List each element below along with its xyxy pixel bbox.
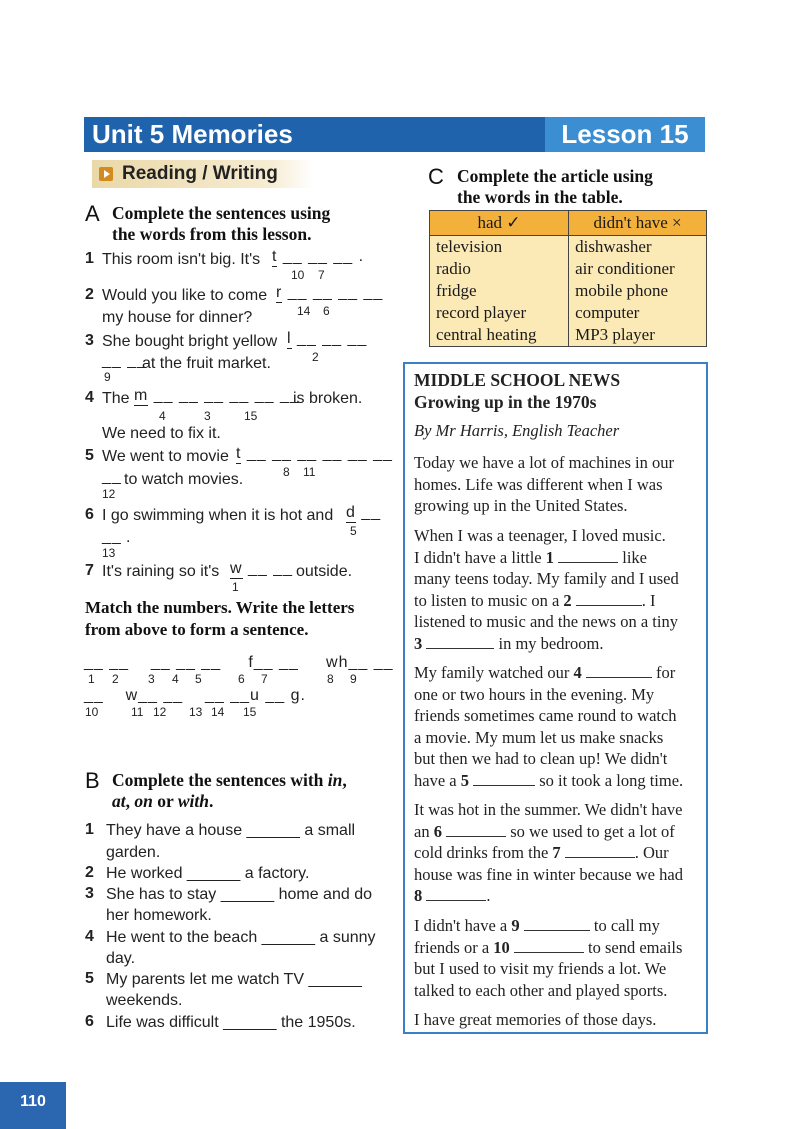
table-cell: television [430,236,569,259]
gap-blank [576,593,642,606]
a-item-text: It's raining so it's [102,563,220,580]
a-item-answer-blanks-cont: __ [102,528,122,545]
letter-number: 5 [350,524,357,538]
a-item-number: 7 [85,562,94,579]
article-line: homes. Life was different when I was [414,474,663,494]
article-text: . Our [634,843,669,862]
article-text: like [618,547,647,567]
puzzle-number: 10 [85,705,99,719]
table-cell: fridge [430,280,569,302]
puzzle-number: 8 [327,672,334,686]
b-item-text: He went to the beach ______ a sunny [106,929,376,946]
article-text: . [486,886,491,905]
gap-number: 10 [493,937,510,957]
section-a-title [112,203,330,245]
section-a-letter: A [85,201,100,226]
article-line: many teens today. My family and I used [414,569,679,588]
article-line [414,547,709,569]
given-letter: t [272,248,278,265]
gap-blank [426,888,486,901]
section-b-title: Complete the sentences with in, at, on or with. [112,770,347,811]
puzzle-number: 15 [243,705,257,719]
puzzle-number: 6 [238,672,245,686]
table-row [430,324,707,347]
section-c-title [457,166,653,208]
preposition: in [327,770,343,790]
puzzle-number: 3 [148,672,155,686]
col-didnt-have-header: didn't have × [569,211,707,236]
b-item-cont: her homework. [106,907,212,924]
a-item-text: This room isn't big. It's [102,251,261,268]
a-item-answer-blanks: t __ __ __ __ __ __ [236,445,393,462]
article-line: friends sometimes came round to watch [414,706,677,725]
article-line: growing up in the United States. [414,496,628,515]
a-item-answer-blanks-cont: __ [102,468,122,485]
match-instruction-line1: Match the numbers. Write the letters [85,598,355,617]
b-item-after: a small [304,822,356,839]
letter-number: 14 [297,304,311,318]
puzzle-number: 11 [131,705,144,719]
article-text: I didn't have a [414,916,512,935]
puzzle-letter: f [248,654,254,671]
a-item-text-cont: my house for dinner? [102,309,253,326]
a-item-answer-blanks: t __ __ __ . [272,248,365,265]
article-text: I didn't have a little [414,547,546,567]
article-paragraph-6: I have great memories of those days. [414,1010,657,1029]
a-item-number: 3 [85,332,94,349]
letter-number: 12 [102,487,116,501]
table-cell: air conditioner [569,258,707,280]
b-item-cont: weekends. [106,992,183,1009]
article-text: . I [641,590,656,610]
article-text: so we used to get a lot of [506,821,675,841]
letter-number: 2 [312,350,319,364]
article-heading [414,369,620,413]
gap-number: 7 [552,843,561,862]
article-headline: Growing up in the 1970s [414,392,597,412]
gap-number: 9 [511,916,520,935]
letter-number: 13 [102,546,116,560]
letter-number: 11 [303,465,316,479]
puzzle-blanks: __ __ __ __ __ f__ __ wh__ __ [84,654,394,671]
article-text: so it took a long time. [535,770,684,790]
b-item-text: He worked ______ a factory. [106,865,310,882]
a-item-number: 5 [85,447,94,464]
gap-blank [446,824,506,837]
gap-number: 3 [414,633,423,653]
article-line [414,590,709,612]
table-cell: computer [569,302,707,324]
gap-number: 5 [460,770,469,790]
gap-blank [565,845,635,858]
a-item-number: 4 [85,389,94,406]
article-line [414,770,709,792]
puzzle-number: 14 [211,705,225,719]
a-item-text: I go swimming when it is hot and [102,507,334,524]
match-instruction-line2: from above to form a sentence. [85,620,309,639]
article-line [414,821,709,843]
a-item-text: She bought bright yellow [102,333,278,350]
article-line [414,915,709,937]
puzzle-letter: wh [326,654,349,671]
skill-label [92,160,314,188]
word-table-header [430,211,707,236]
article-masthead: MIDDLE SCHOOL NEWS [414,370,621,390]
letter-number: 3 [204,409,211,423]
a-item-text: We went to movie [102,448,229,465]
article-text: for [651,663,676,682]
article-paragraph-4 [414,799,709,907]
puzzle-blanks: __ w__ __ __ __u __ g. [84,687,306,704]
article-line [414,662,709,684]
puzzle-letter: g. [290,687,306,704]
puzzle-number: 9 [350,672,357,686]
puzzle-number: 5 [195,672,202,686]
match-instruction [85,597,354,641]
section-b-title-or: or [152,791,178,811]
letter-number: 15 [244,409,258,423]
gap-blank [514,940,584,953]
puzzle-number: 13 [189,705,203,719]
table-cell: dishwasher [569,236,707,259]
article-line: Today we have a lot of machines in our [414,453,675,472]
table-row [430,258,707,280]
b-item-number: 6 [85,1013,94,1030]
letter-number: 10 [291,268,305,282]
letter-number: 6 [323,304,330,318]
a-item-number: 6 [85,506,94,523]
preposition: at [112,791,126,811]
article-text: have a [414,770,461,790]
article-line: one or two hours in the evening. My [414,684,655,704]
letter-number: 4 [159,409,166,423]
table-row [430,236,707,259]
lesson-title: Lesson 15 [545,117,705,152]
puzzle-letter: w [125,687,139,704]
gap-blank [524,918,590,931]
a-item-text-cont: We need to fix it. [102,425,221,442]
play-arrow-icon [99,167,113,181]
col-had-header: had ✓ [430,211,569,236]
article-line: but then we had to clean up! We didn't [414,749,668,768]
article-line: talked to each other and played sports. [414,980,668,1000]
article-text: to listen to music on a [414,590,564,610]
article-paragraph-3 [414,662,709,791]
a-item-text-b: is broken. [293,390,363,407]
b-item-text: They have a house ______ a small [106,822,356,839]
table-row [430,280,707,302]
article-text: My family watched our [414,663,574,682]
b-item-after: a sunny [319,929,376,946]
given-letter: d [346,504,356,521]
article-byline: By Mr Harris, English Teacher [414,421,620,440]
table-cell: central heating [430,324,569,347]
unit-banner [84,117,705,152]
b-item-number: 4 [85,928,94,945]
a-item-answer-blanks: m __ __ __ __ __ __ [134,387,300,404]
article-line: listened to music and the news on a tiny [414,612,678,631]
article-text: an [414,821,434,841]
article-text: cold drinks from the [414,843,553,862]
b-item-before: He went to the beach [106,929,258,946]
gap-blank [558,550,618,563]
skill-label-text: Reading / Writing [122,163,278,184]
table-cell: MP3 player [569,324,707,347]
gap-number: 2 [563,590,572,610]
article-line: a movie. My mum let us make snacks [414,727,664,747]
section-c-title-line2: the words in the table. [457,187,623,207]
gap-number: 1 [545,547,554,567]
puzzle-letter: u [250,687,260,704]
article-paragraph-2 [414,525,709,654]
puzzle-number: 2 [112,672,119,686]
puzzle-number: 12 [153,705,167,719]
a-item-answer-blanks: r __ __ __ __ [276,284,384,301]
a-item-text: The [102,390,130,407]
table-cell: mobile phone [569,280,707,302]
a-item-number: 2 [85,286,94,303]
gap-number: 8 [414,886,423,905]
table-cell: record player [430,302,569,324]
b-item-text: My parents let me watch TV ______ [106,971,362,988]
given-letter: w [230,560,243,577]
a-item-text-cont: . [126,529,131,546]
b-item-before: My parents let me watch TV [106,971,304,988]
letter-number: 1 [232,580,239,594]
article-paragraph-1 [414,452,709,517]
article-text: to send emails [583,937,683,957]
b-item-text: She has to stay ______ home and do [106,886,372,903]
b-item-before: Life was difficult [106,1014,219,1031]
table-row [430,302,707,324]
article-text: to call my [589,916,660,935]
article-text: friends or a [414,937,494,957]
b-item-cont: day. [106,950,136,967]
letter-number: 9 [104,370,111,384]
a-item-answer-blanks: w __ __ [230,560,294,577]
article-line [414,937,709,959]
section-b-title-text: Complete the sentences with [112,770,328,790]
letter-number: 8 [283,465,290,479]
article-line: house was fine in winter because we had [414,864,683,884]
a-item-text-cont: to watch movies. [124,471,244,488]
table-cell: radio [430,258,569,280]
page-number: 110 [0,1082,66,1129]
given-letter: r [276,284,283,301]
given-letter: t [236,445,242,462]
a-item-answer-blanks: d __ [346,504,382,521]
article-line: but I used to visit my friends a lot. We [414,959,667,978]
b-item-number: 2 [85,864,94,881]
section-c-title-line1: Complete the article using [457,166,653,186]
gap-blank [586,665,652,678]
a-item-answer-blanks-cont: __ __ [102,352,148,369]
b-item-before: She has to stay [106,886,217,903]
article-paragraph-5 [414,915,709,1001]
a-item-text: Would you like to come [102,287,268,304]
given-letter: l [287,330,292,347]
gap-blank [426,636,494,649]
unit-title: Unit 5 Memories [92,119,293,149]
a-item-text-b: outside. [296,563,353,580]
section-a-title-line2: the words from this lesson. [112,224,312,244]
article-line: When I was a teenager, I loved music. [414,526,666,545]
b-item-cont: garden. [106,844,161,861]
b-item-number: 1 [85,821,94,838]
b-item-text: Life was difficult ______ the 1950s. [106,1014,356,1031]
gap-number: 6 [433,821,442,841]
puzzle-number: 7 [261,672,268,686]
b-item-before: He worked [106,865,183,882]
gap-blank [473,773,535,786]
b-item-after: home and do [278,886,372,903]
word-table [429,210,707,347]
article-line [414,885,709,907]
b-item-number: 5 [85,970,94,987]
letter-number: 7 [318,268,325,282]
b-item-after: the 1950s. [280,1014,356,1031]
b-item-before: They have a house [106,822,243,839]
article-text: in my bedroom. [494,633,604,653]
article-line [414,842,709,864]
b-item-number: 3 [85,885,94,902]
preposition: on [134,791,153,811]
gap-number: 4 [573,663,582,682]
a-item-number: 1 [85,250,94,267]
article-line: It was hot in the summer. We didn't have [414,800,683,819]
article-line [414,633,709,655]
article-box [403,362,708,1034]
puzzle-number: 1 [88,672,95,686]
b-item-after: a factory. [244,865,310,882]
a-item-answer-blanks: l __ __ __ [287,330,368,347]
given-letter: m [134,387,149,404]
section-c-letter: C [428,164,444,189]
section-a-title-line1: Complete the sentences using [112,203,331,223]
a-item-text-cont: at the fruit market. [142,355,271,372]
puzzle-number: 4 [172,672,179,686]
section-b-letter: B [85,768,100,793]
preposition: with [177,791,209,811]
